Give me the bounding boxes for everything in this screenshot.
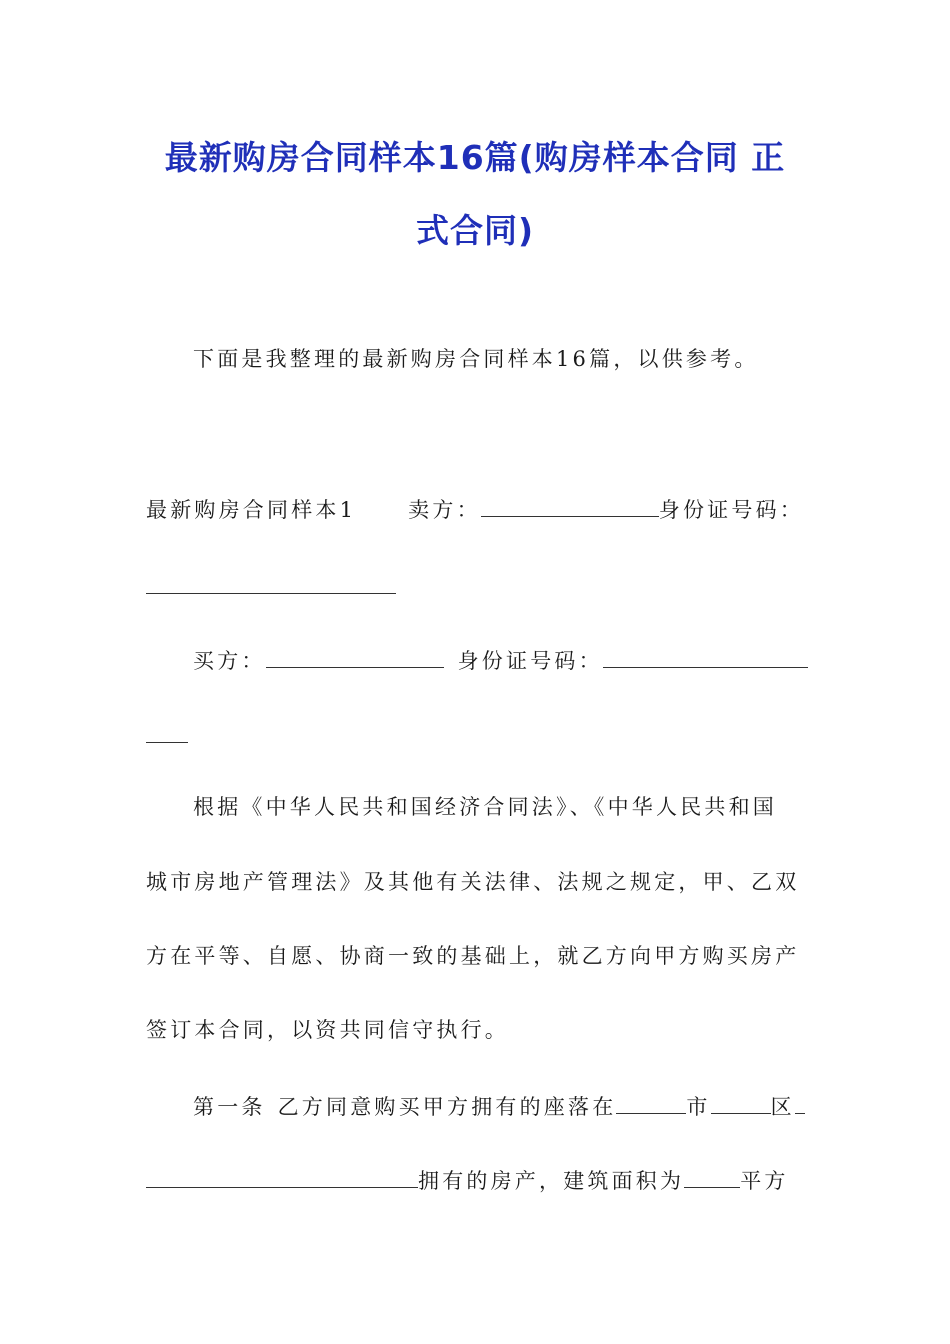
paragraph-1-line-4: 签订本合同，以资共同信守执行。: [146, 1018, 509, 1042]
district-label: 区: [770, 1095, 795, 1119]
area-unit: 平方: [740, 1169, 789, 1193]
city-blank: [616, 1095, 686, 1114]
sample-1-heading: 最新购房合同样本1: [146, 498, 357, 522]
address-blank-start: [795, 1095, 805, 1114]
area-blank: [684, 1169, 740, 1188]
address-blank: [146, 1169, 418, 1188]
paragraph-1-line-2: 城市房地产管理法》及其他有关法律、法规之规定，甲、乙双: [146, 870, 800, 894]
article-1-lead: 第一条: [193, 1095, 266, 1119]
buyer-name-blank: [266, 649, 444, 668]
document-title-line-2: 式合同): [415, 211, 535, 250]
buyer-label: 买方：: [193, 649, 266, 673]
city-label: 市: [686, 1095, 711, 1119]
article-1-line-2: [146, 1169, 789, 1192]
paragraph-1-line-1: 根据《中华人民共和国经济合同法》、《中华人民共和国: [193, 795, 777, 819]
seller-id-blank: [146, 593, 396, 594]
seller-id-label: 身份证号码：: [658, 498, 804, 522]
article-1-line-1: [193, 1095, 805, 1118]
buyer-id-blank-continued: [146, 742, 188, 743]
document-title-line-1: 最新购房合同样本16篇(购房样本合同 正: [164, 138, 786, 177]
seller-name-blank: [481, 498, 659, 517]
buyer-id-blank: [603, 649, 808, 668]
article-1-text-b: 拥有的房产，建筑面积为: [418, 1169, 685, 1193]
intro-text: 下面是我整理的最新购房合同样本16篇，以供参考。: [193, 347, 759, 371]
paragraph-1-line-3: 方在平等、自愿、协商一致的基础上，就乙方向甲方购买房产: [146, 944, 800, 968]
buyer-id-label: 身份证号码：: [457, 649, 603, 673]
seller-label: 卖方：: [408, 498, 481, 522]
sample-1-heading-line: [146, 498, 804, 521]
article-1-text-a: 乙方同意购买甲方拥有的座落在: [277, 1095, 617, 1119]
district-blank: [711, 1095, 771, 1114]
buyer-line: [193, 649, 808, 672]
